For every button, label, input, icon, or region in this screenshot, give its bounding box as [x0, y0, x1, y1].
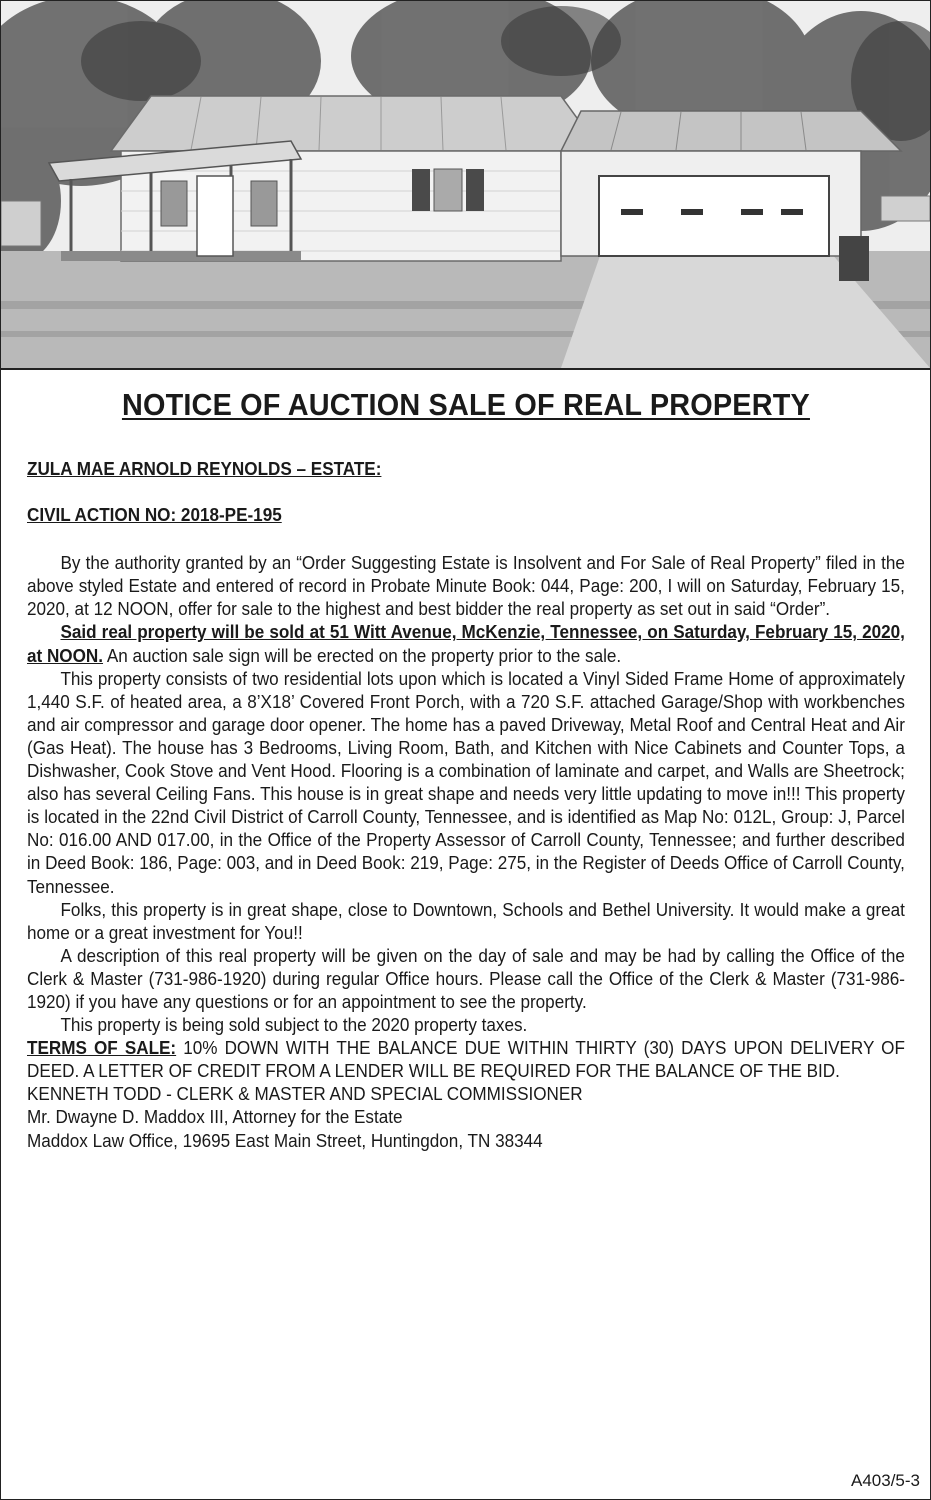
house-photo	[1, 1, 930, 370]
sale-location-bold: Said real property will be sold at 51 Witt Avenue, McKenzie, Tennessee, on Saturday, February 15, 2020, at NOON.	[27, 621, 905, 666]
terms-label: TERMS OF SALE:	[27, 1037, 177, 1059]
property-description-paragraph: This property consists of two residential lots upon which is located a Vinyl Sided Frame Home of approximately 1,440 S.F. of heated area, a 8’X18’ Covered Front Porch, with a 720 S.F. attached Garage/Shop with workbenches and air compressor and garage door opener. The home has a paved Driveway, Metal Roof and Central Heat and Air (Gas Heat). The house has 3 Bedrooms, Living Room, Bath, and Kitchen with Nice Cabinets and Counter Tops, a Dishwasher, Cook Stove and Vent Hood. Flooring is a combination of laminate and carpet, and Walls are Sheetrock; also has several Ceiling Fans. This house is in great shape and needs very little updating to move in!!! This property is located in the 22nd Civil District of Carroll County, Tennessee, and is identified as Map No: 012L, Group: J, Parcel No: 016.00 AND 017.00, in the Office of the Property Assessor of Carroll County, Tennessee; and further described in Deed Book: 186, Page: 003, and in Deed Book: 219, Page: 275, in the Register of Deeds Office of Carroll County, Tennessee.	[27, 667, 905, 897]
terms-text: 10% DOWN WITH THE BALANCE DUE WITHIN THIRTY (30) DAYS UPON DELIVERY OF DEED. A LETTER OF CREDIT FROM A LENDER WILL BE REQUIRED FOR THE BALANCE OF THE BID.	[27, 1037, 905, 1082]
contact-paragraph: A description of this real property will be given on the day of sale and may be had by calling the Office of the Clerk & Master (731-986-1920) during regular Office hours. Please call the Office of the Clerk & Master (731-986-1920) if you have any questions or for an appointment to see the property.	[27, 944, 905, 1012]
folks-paragraph: Folks, this property is in great shape, close to Downtown, Schools and Bethel University. It would make a great home or a great investment for You!!	[27, 898, 905, 943]
sale-sign-note: An auction sale sign will be erected on the property prior to the sale.	[103, 644, 622, 666]
notice-text	[27, 381, 905, 1152]
terms-of-sale	[27, 1036, 905, 1082]
authority-paragraph: By the authority granted by an “Order Suggesting Estate is Insolvent and For Sale of Real Property” filed in the above styled Estate and entered of record in Probate Minute Book: 044, Page: 200, I will on Saturday, February 15, 2020, at 12 NOON, offer for sale to the highest and best bidder the real property as set out in said “Order”.	[27, 552, 905, 620]
commissioner-line: KENNETH TODD - CLERK & MASTER AND SPECIAL COMMISSIONER	[27, 1083, 583, 1105]
taxes-paragraph: This property is being sold subject to the 2020 property taxes.	[60, 1014, 528, 1036]
estate-heading: ZULA MAE ARNOLD REYNOLDS – ESTATE:	[27, 458, 382, 479]
ad-code: A403/5-3	[851, 1471, 920, 1490]
attorney-line: Mr. Dwayne D. Maddox III, Attorney for the Estate	[27, 1106, 403, 1128]
sale-location-paragraph	[27, 620, 905, 666]
civil-action-number: CIVIL ACTION NO: 2018-PE-195	[27, 504, 282, 526]
house-photo-drawing	[1, 1, 930, 368]
law-office-address: Maddox Law Office, 19695 East Main Street, Huntingdon, TN 38344	[27, 1129, 543, 1151]
notice-title: NOTICE OF AUCTION SALE OF REAL PROPERTY	[121, 387, 810, 422]
